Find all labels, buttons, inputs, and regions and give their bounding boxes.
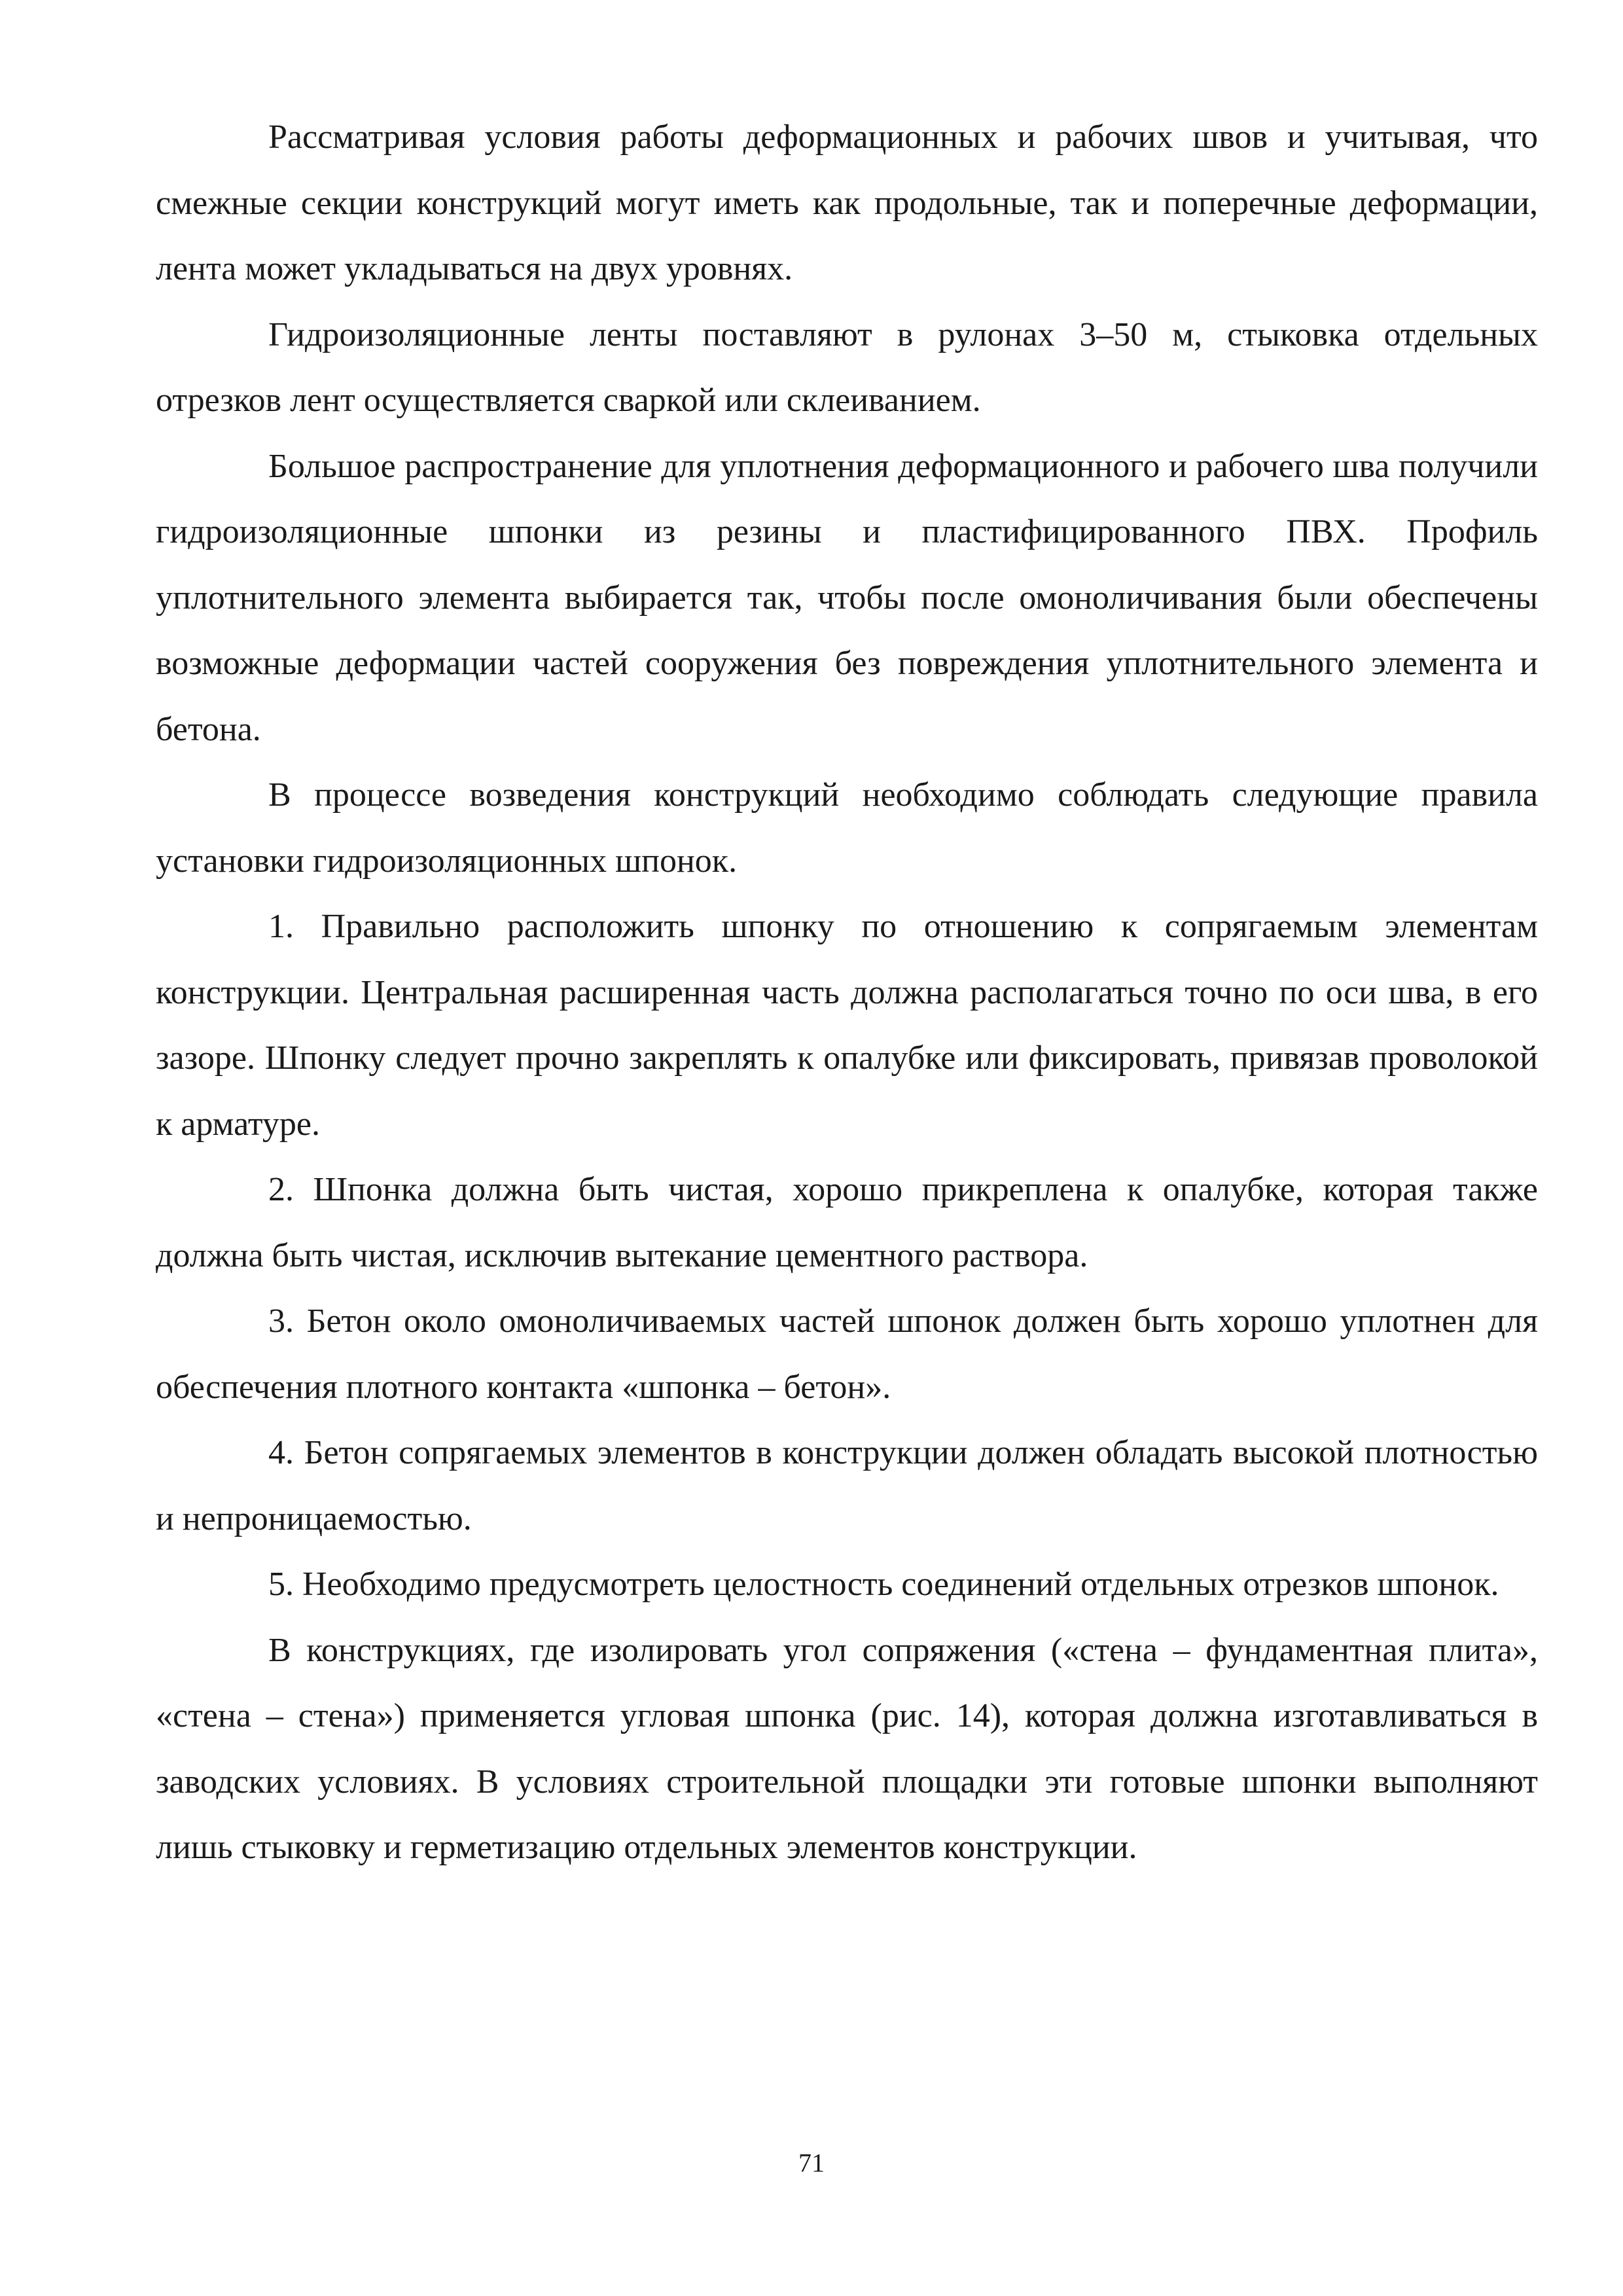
list-item-rule-5: 5. Необходимо предусмотреть целостность соединений отдельных отрезков шпонок. [268,1566,1499,1603]
list-item-rule-1: 1. Правильно расположить шпонку по отношению к сопрягаемым элементам конструкции. Центральная расширенная часть должна располагаться точно по оси шва, в его зазоре. Шпонку следует прочно закреплять к опалубке или фиксировать, привязав проволокой к арматуре. [156,908,1538,1143]
paragraph-tape-rolls: Гидроизоляционные ленты поставляют в рулонах 3–50 м, стыковка отдельных отрезков лент осуществляется сваркой или склеиванием. [156,315,1538,419]
text-body [156,105,1538,1881]
paragraph-waterstops: Большое распространение для уплотнения деформационного и рабочего шва получили гидроизоляционные шпонки из резины и пластифицированного ПВХ. Профиль уплотнительного элемента выбирается так, чтобы после омоноличивания были обеспечены возможные деформации частей сооружения без повреждения уплотнительного элемента и бетона. [156,447,1538,748]
list-item-rule-3: 3. Бетон около омоноличиваемых частей шпонок должен быть хорошо уплотнен для обеспечения плотного контакта «шпонка – бетон». [156,1302,1538,1406]
list-item-rule-4: 4. Бетон сопрягаемых элементов в конструкции должен обладать высокой плотностью и непроницаемостью. [156,1434,1538,1537]
paragraph-installation-rules: В процессе возведения конструкций необходимо соблюдать следующие правила установки гидроизоляционных шпонок. [156,776,1538,880]
paragraph-joint-conditions: Рассматривая условия работы деформационных и рабочих швов и учитывая, что смежные секции конструкций могут иметь как продольные, так и поперечные деформации, лента может укладываться на двух уровнях. [156,118,1538,287]
paragraph-corner-waterstop: В конструкциях, где изолировать угол сопряжения («стена – фундаментная плита», «стена – стена») применяется угловая шпонка (рис. 14), которая должна изготавливаться в заводских условиях. В условиях строительной площадки эти готовые шпонки выполняют лишь стыковку и герметизацию отдельных элементов конструкции. [156,1631,1538,1866]
list-item-rule-2: 2. Шпонка должна быть чистая, хорошо прикреплена к опалубке, которая также должна быть чистая, исключив вытекание цементного раствора. [156,1171,1538,1274]
page-number: 71 [798,2148,825,2178]
